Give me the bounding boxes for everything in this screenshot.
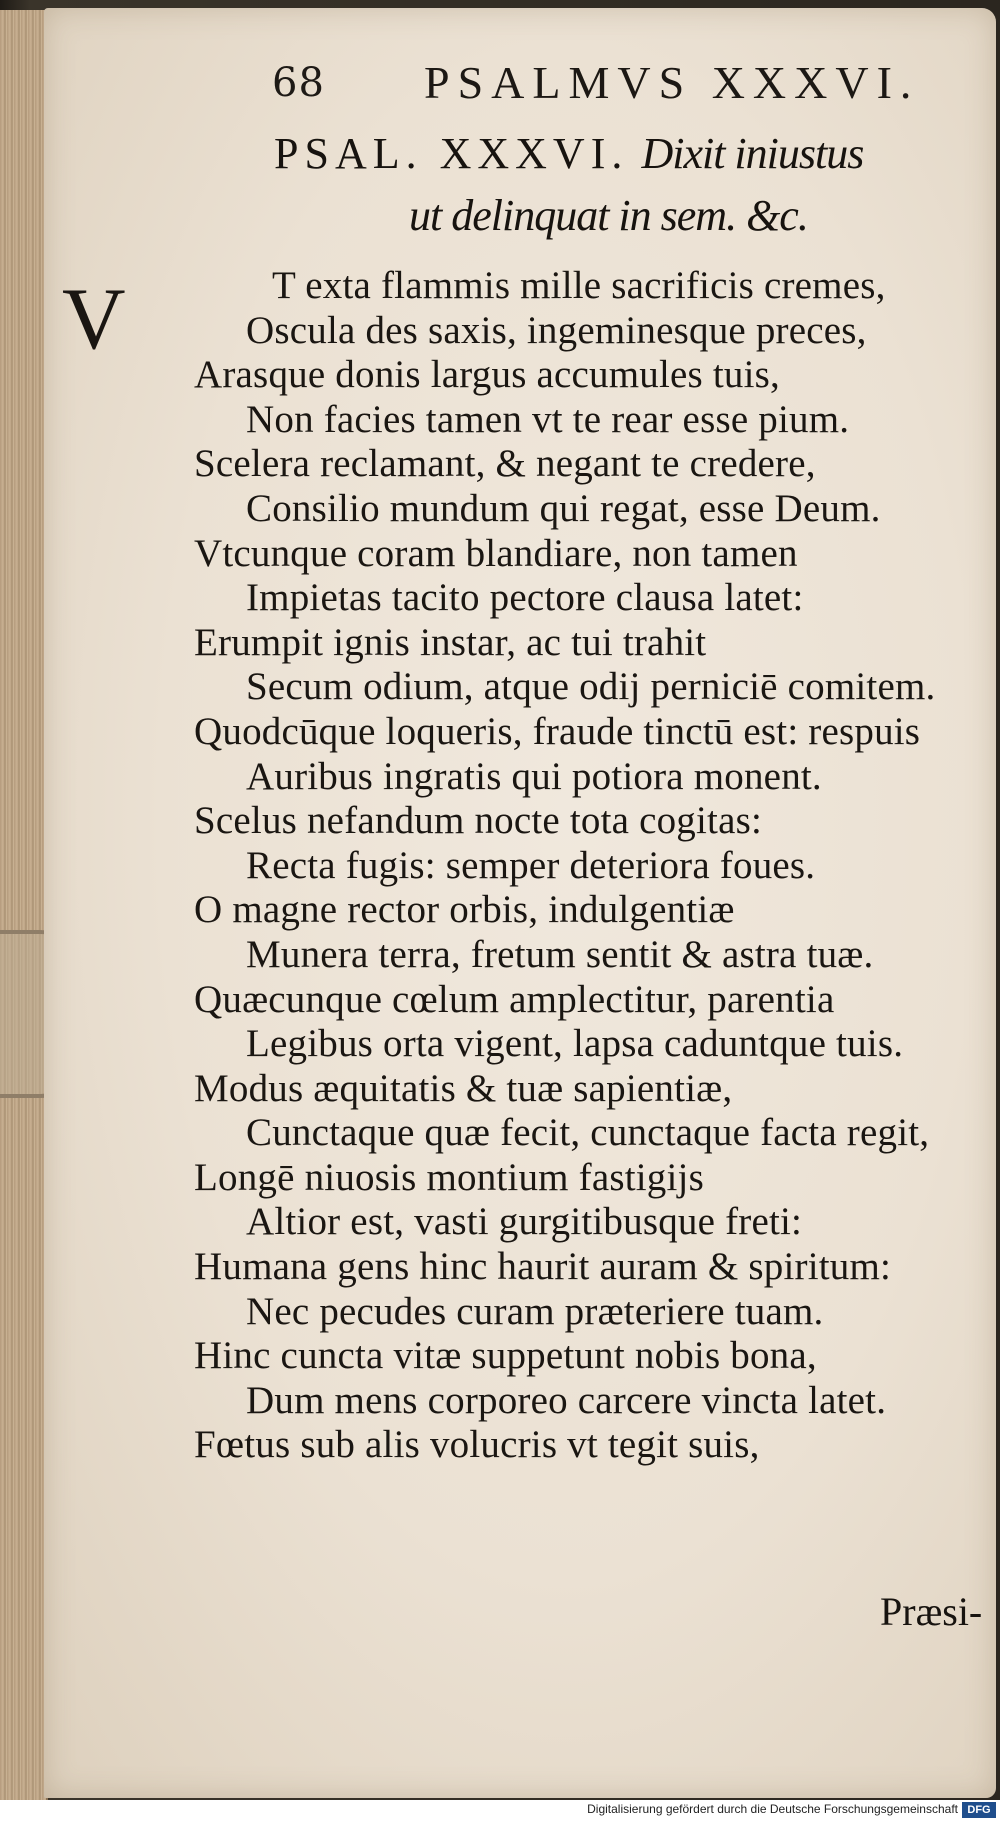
verse-line: Quodcūque loqueris, fraude tinctū est: respuis [194,709,921,753]
verse-line: Modus æquitatis & tuæ sapientiæ, [194,1066,733,1110]
digitization-footer [0,1800,1000,1821]
psalm-number: PSAL. XXXVI. [274,129,629,178]
verse-line: Quæcunque cœlum amplectitur, parentia [194,977,835,1021]
verse-line: Erumpit ignis instar, ac tui trahit [194,620,707,664]
verse-line: Oscula des saxis, ingeminesque preces, [246,308,867,352]
verse-line: Altior est, vasti gurgitibusque freti: [246,1200,803,1244]
catchword: Præsi- [880,1589,983,1634]
title-line-1 [274,128,863,179]
verse-line: Arasque donis largus accumules tuis, [194,353,780,397]
verse-line: Legibus orta vigent, lapsa caduntque tuis. [246,1022,904,1066]
poem-text [194,264,1000,1468]
verse-line: O magne rector orbis, indulgentiæ [194,888,735,932]
verse-line: Scelera reclamant, & negant te credere, [194,442,816,486]
dfg-logo: DFG [962,1802,996,1818]
verse-line: Humana gens hinc haurit auram & spiritum: [194,1245,892,1289]
funding-credit: Digitalisierung gefördert durch die Deutsche Forschungsgemeinschaft [587,1802,958,1816]
verse-line: Fœtus sub alis volucris vt tegit suis, [194,1423,760,1467]
verse-line: Consilio mundum qui regat, esse Deum. [246,486,881,530]
verse-line: T exta flammis mille sacrificis cremes, [272,264,886,307]
verse-line: Auribus ingratis qui potiora monent. [246,754,822,798]
verse-line: Vtcunque coram blandiare, non tamen [194,531,798,575]
book-page [44,8,996,1798]
verse-line: Recta fugis: semper deteriora foues. [246,843,816,887]
psalm-incipit: Dixit iniustus [641,129,864,178]
verse-line: Dum mens corporeo carcere vincta latet. [246,1378,887,1422]
verse-line: Non facies tamen vt te rear esse pium. [246,397,850,441]
verse-line: Secum odium, atque odij perniciē comitem. [246,665,936,709]
verse-line: Scelus nefandum nocte tota cogitas: [194,799,763,843]
verse-line: Longē niuosis montium fastigijs [194,1155,704,1199]
verse-line: Hinc cuncta vitæ suppetunt nobis bona, [194,1334,817,1378]
page-header [244,52,944,122]
book-binding-edge [0,10,48,1810]
verse-line: Impietas tacito pectore clausa latet: [246,576,804,620]
drop-cap: V [62,271,126,368]
running-head: PSALMVS XXXVI. [424,57,920,108]
title-line-2: ut delinquat in sem. &c. [409,191,808,240]
verse-line: Munera terra, fretum sentit & astra tuæ. [246,932,874,976]
page-number: 68 [272,60,325,106]
verse-line: Cunctaque quæ fecit, cunctaque facta regit, [246,1111,930,1155]
verse-line: Nec pecudes curam præteriere tuam. [246,1289,824,1333]
